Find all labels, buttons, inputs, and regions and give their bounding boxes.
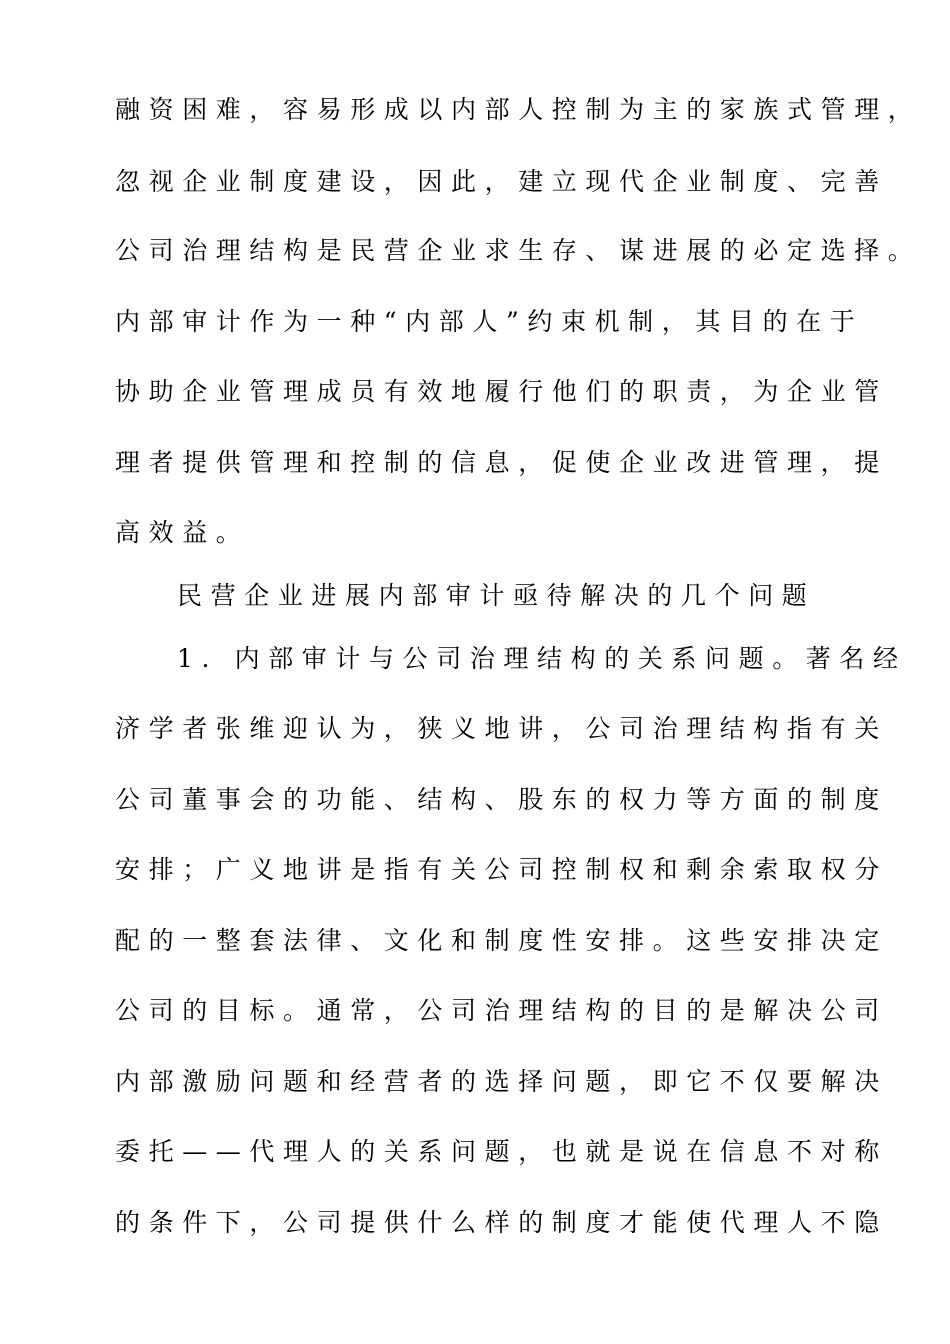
- paragraph-line: 委托——代理人的关系问题，也就是说在信息不对称: [115, 1137, 888, 1166]
- paragraph-line: 公司治理结构是民营企业求生存、谋进展的必定选择。: [115, 236, 922, 265]
- paragraph-line: 忽视企业制度建设，因此，建立现代企业制度、完善: [115, 167, 888, 196]
- paragraph-line: 济学者张维迎认为，狭义地讲，公司治理结构指有关: [115, 714, 888, 743]
- paragraph-line: 内部激励问题和经营者的选择问题，即它不仅要解决: [115, 1067, 888, 1096]
- paragraph-line: 公司的目标。通常，公司治理结构的目的是解决公司: [115, 996, 888, 1025]
- paragraph-line: 1. 内部审计与公司治理结构的关系问题。著名经: [177, 644, 907, 673]
- paragraph-line: 高效益。: [115, 518, 250, 547]
- paragraph-line: 安排；广义地讲是指有关公司控制权和剩余索取权分: [115, 855, 888, 884]
- paragraph-line: 理者提供管理和控制的信息，促使企业改进管理，提: [115, 448, 888, 477]
- paragraph-line: 协助企业管理成员有效地履行他们的职责，为企业管: [115, 377, 888, 406]
- section-heading: 民营企业进展内部审计亟待解决的几个问题: [177, 581, 816, 610]
- paragraph-line: 融资困难，容易形成以内部人控制为主的家族式管理，: [115, 95, 922, 124]
- paragraph-line: 公司董事会的功能、结构、股东的权力等方面的制度: [115, 785, 888, 814]
- paragraph-line: 内部审计作为一种“内部人”约束机制，其目的在于: [115, 307, 864, 336]
- paragraph-line: 的条件下，公司提供什么样的制度才能使代理人不隐: [115, 1208, 888, 1237]
- paragraph-line: 配的一整套法律、文化和制度性安排。这些安排决定: [115, 926, 888, 955]
